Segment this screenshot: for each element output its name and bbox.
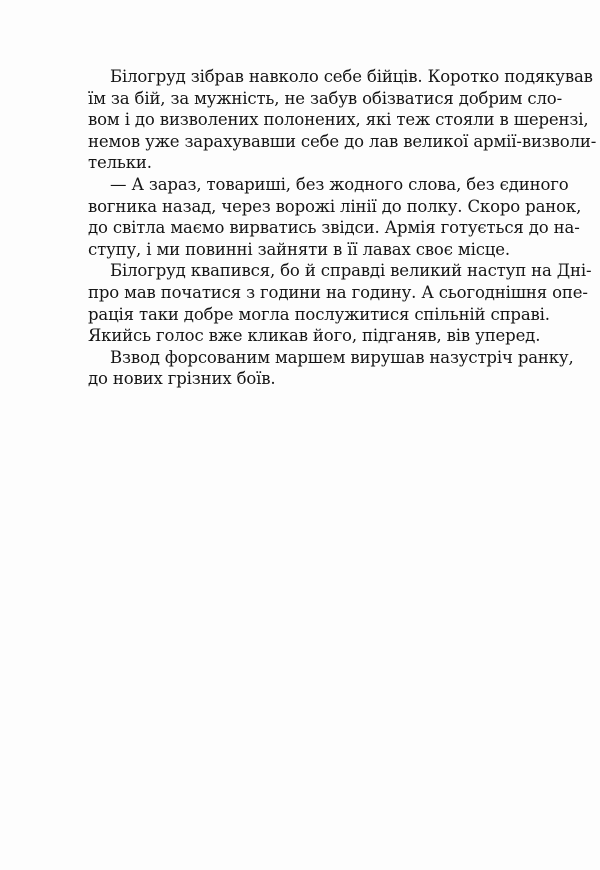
paragraph-1 (88, 66, 597, 174)
text-line: Білогруд квапився, бо й справді великий наступ на Дні- (110, 261, 592, 281)
text-line: Білогруд зібрав навколо себе бійців. Коротко подякував (110, 67, 593, 86)
text-line: вом і до визволених полонених, які теж стояли в шерензі, (88, 110, 589, 130)
text-line: вогника назад, через ворожі лінії до полку. Скоро ранок, (88, 196, 582, 216)
text-line: їм за бій, за мужність, не забув обізватися добрим сло- (88, 88, 563, 108)
text-line: Якийсь голос вже кликав його, підганяв, вів уперед. (88, 326, 541, 346)
paragraph-4 (88, 347, 574, 390)
text-line: Взвод форсованим маршем вирушав назустріч ранку, (110, 347, 574, 367)
text-line: ступу, і ми повинні зайняти в її лавах своє місце. (88, 239, 510, 259)
paragraph-2 (88, 174, 582, 260)
text-line: — А зараз, товариші, без жодного слова, без єдиного (110, 174, 569, 194)
body-text (88, 66, 597, 390)
text-line: про мав початися з години на годину. А сьогоднішня опе- (88, 282, 588, 302)
text-line: до нових грізних боїв. (88, 369, 276, 389)
text-line: до світла маємо вирватись звідси. Армія готується до на- (88, 218, 580, 238)
paragraph-3 (88, 260, 592, 346)
text-line: немов уже зарахувавши себе до лав великої армії-визволи- (88, 131, 597, 151)
text-line: рація таки добре могла послужитися спільній справі. (88, 304, 550, 324)
text-line: тельки. (88, 153, 152, 173)
